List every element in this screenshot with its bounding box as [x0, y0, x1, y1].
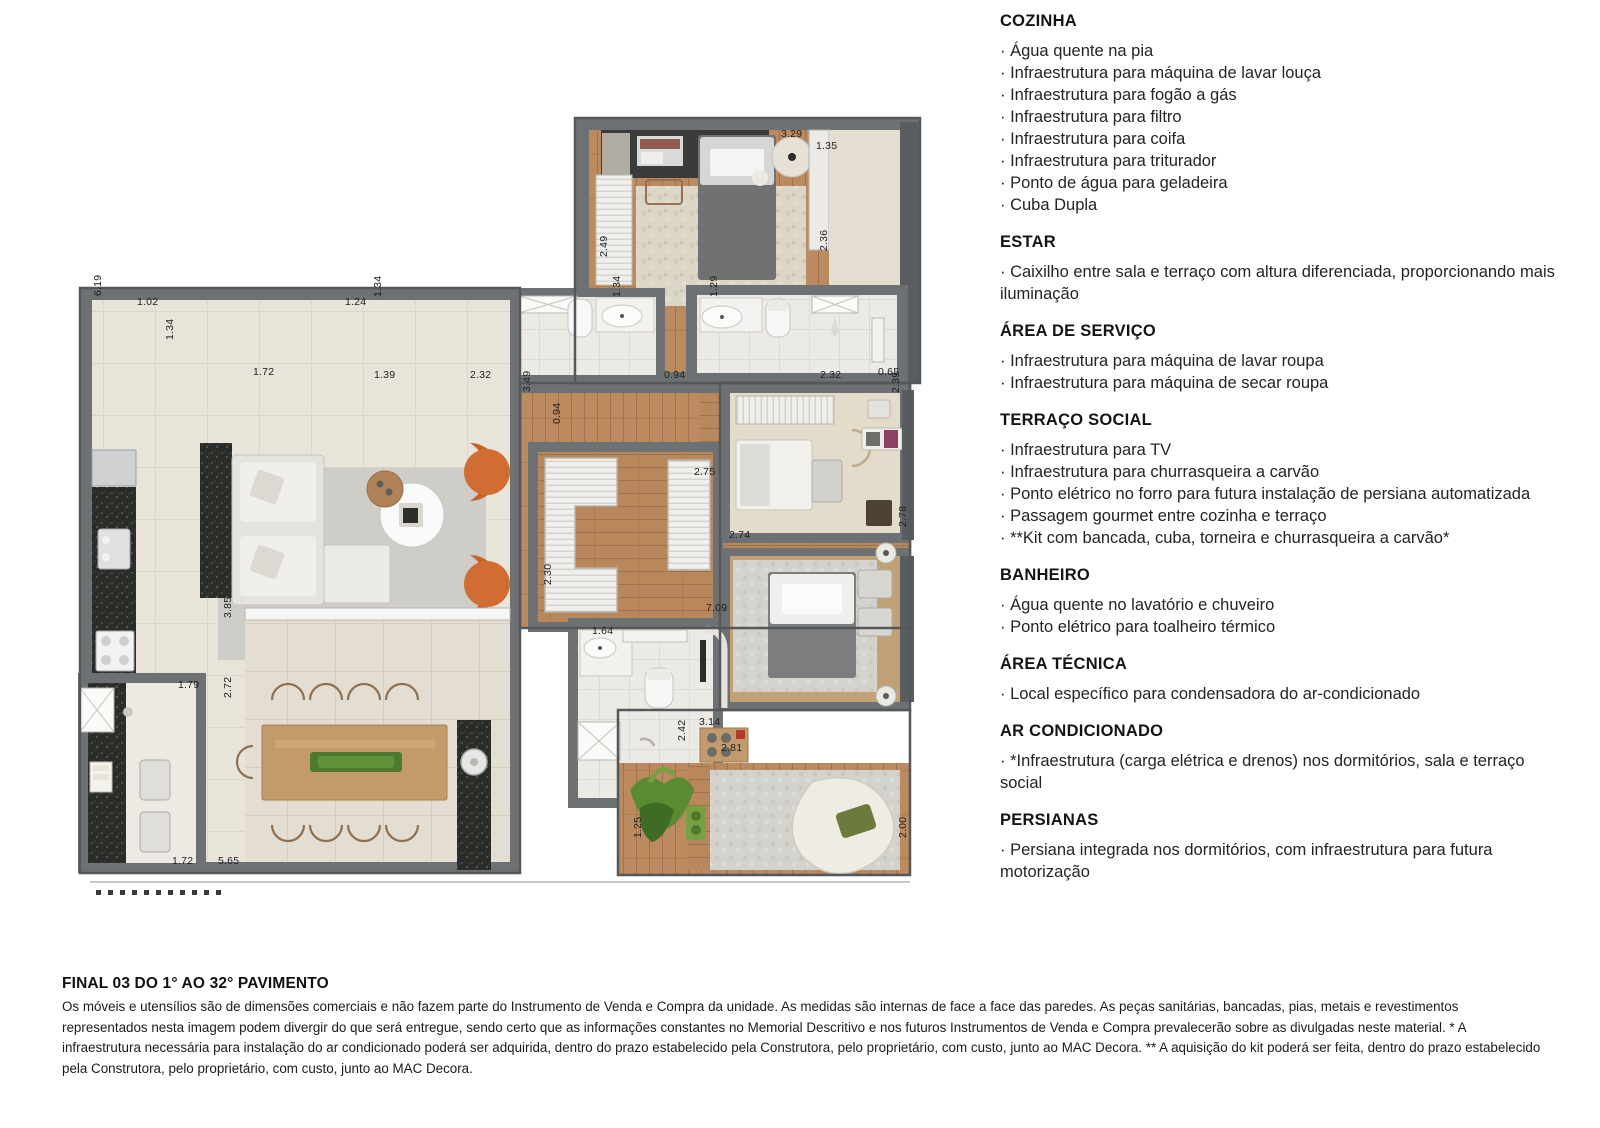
dimension-label: 1.02	[137, 296, 159, 308]
specifications-list	[1000, 12, 1560, 900]
spec-section-title: ÁREA DE SERVIÇO	[1000, 322, 1156, 341]
spec-item: · Passagem gourmet entre cozinha e terraço	[1000, 507, 1327, 526]
dimension-label: 0.94	[551, 402, 563, 424]
spec-section-title: BANHEIRO	[1000, 566, 1091, 585]
dotted-guide	[96, 890, 221, 895]
dimension-label: 3.14	[699, 716, 721, 728]
spec-item: · Ponto elétrico para toalheiro térmico	[1000, 618, 1276, 637]
dimension-label: 1.25	[632, 816, 644, 838]
spec-section	[1000, 12, 1560, 216]
dimension-label: 3.49	[521, 370, 533, 392]
spec-section-title: TERRAÇO SOCIAL	[1000, 411, 1152, 430]
spec-section	[1000, 566, 1560, 638]
spec-item: · Infraestrutura para triturador	[1000, 152, 1217, 171]
dimension-label: 1.79	[178, 679, 200, 691]
dimension-label: 2.49	[598, 235, 610, 257]
dimension-label: 2.32	[820, 369, 842, 381]
spec-item: · Local específico para condensadora do ar-condicionado	[1000, 685, 1421, 704]
spec-item: · Infraestrutura para máquina de lavar roupa	[1000, 352, 1324, 371]
spec-item: · Água quente na pia	[1000, 42, 1154, 60]
dimension-label: 1.34	[611, 275, 623, 297]
dimension-label: 1.35	[816, 140, 838, 152]
room-bedroom-right-upper	[720, 383, 914, 543]
room-bedroom-master	[720, 543, 914, 710]
spec-item: · Infraestrutura para máquina de lavar louça	[1000, 64, 1322, 83]
spec-item: · Caixilho entre sala e terraço com altura diferenciada, proporcionando mais iluminação	[1000, 263, 1555, 304]
dimension-label: 3.29	[781, 128, 803, 140]
dimension-label: 0.65	[878, 366, 900, 378]
spec-section	[1000, 811, 1560, 883]
spec-section-title: COZINHA	[1000, 12, 1077, 30]
dimension-label: 1.29	[708, 275, 720, 297]
legal-disclaimer: Os móveis e utensílios são de dimensões comerciais e não fazem parte do Instrumento de Venda e Compra da unidade. As medidas são internas de face a face das paredes. As peças sanitárias, bancadas, pias, metais e revestimentos representados nesta imagem podem divergir do que será entregue, sendo certo que as informações constantes no Memorial Descritivo e nos futuros Instrumentos de Venda e Compra prevalecerão sobre as divulgadas neste material. * A infraestrutura necessária para instalação do ar condicionado poderá ser adquirida, dentro do prazo estabelecido pela Construtora, pelo proprietário, com custo, junto ao MAC Decora. ** A aquisição do kit poderá ser feita, dentro do prazo estabelecido pela Construtora, pelo proprietário, com custo, junto ao MAC Decora.	[62, 999, 1541, 1076]
spec-item: · Infraestrutura para coifa	[1000, 130, 1186, 149]
dimension-label: 2.81	[721, 742, 743, 754]
dimension-label: 2.42	[676, 719, 688, 741]
spec-item: · Água quente no lavatório e chuveiro	[1000, 596, 1275, 615]
spec-item: · Infraestrutura para fogão a gás	[1000, 86, 1237, 105]
dimension-label: 2.72	[222, 676, 234, 698]
plan-title: FINAL 03 DO 1° AO 32° PAVIMENTO	[62, 975, 329, 992]
spec-item: · Cuba Dupla	[1000, 196, 1098, 215]
spec-section-title: AR CONDICIONADO	[1000, 722, 1164, 741]
dimension-label: 7.09	[706, 602, 728, 614]
spec-section	[1000, 722, 1560, 794]
dimension-label: 2.32	[470, 369, 492, 381]
spec-item: · Persiana integrada nos dormitórios, com infraestrutura para futura motorização	[1000, 841, 1493, 882]
spec-section-title: ESTAR	[1000, 233, 1056, 252]
spec-item: · Infraestrutura para filtro	[1000, 108, 1182, 127]
dimension-label: 2.39	[890, 371, 902, 393]
spec-item: · Ponto de água para geladeira	[1000, 174, 1228, 193]
spec-item: · **Kit com bancada, cuba, torneira e churrasqueira a carvão*	[1000, 529, 1450, 548]
dimension-label: 2.36	[818, 229, 830, 251]
dimension-label: 2.75	[694, 466, 716, 478]
dimension-label: 3.85	[222, 596, 234, 618]
dimension-label: 2.00	[897, 816, 909, 838]
room-bath-topright	[686, 285, 908, 383]
dimension-label: 5.65	[218, 855, 240, 867]
dimension-label: 2.74	[729, 529, 751, 541]
spec-section-title: PERSIANAS	[1000, 811, 1099, 830]
room-service-area	[78, 673, 206, 873]
caption	[62, 975, 1542, 1080]
spec-item: · *Infraestrutura (carga elétrica e drenos) nos dormitórios, sala e terraço social	[1000, 752, 1525, 793]
spec-section-title: ÁREA TÉCNICA	[1000, 655, 1128, 674]
spec-item: · Infraestrutura para TV	[1000, 441, 1172, 460]
dimension-label: 1.72	[253, 366, 275, 378]
spec-section	[1000, 655, 1560, 705]
dimension-label: 1.34	[164, 318, 176, 340]
spec-section	[1000, 233, 1560, 305]
spec-item: · Infraestrutura para churrasqueira a carvão	[1000, 463, 1320, 482]
spec-section	[1000, 411, 1560, 549]
spec-item: · Infraestrutura para máquina de secar roupa	[1000, 374, 1329, 393]
dimension-label: 6.19	[92, 274, 104, 296]
dimension-label: 2.30	[542, 563, 554, 585]
spec-section	[1000, 322, 1560, 394]
dimension-label: 1.64	[592, 625, 614, 637]
dimension-label: 2.78	[897, 505, 909, 527]
dimension-label: 0.94	[664, 369, 686, 381]
dimension-label: 1.24	[345, 296, 367, 308]
spec-item: · Ponto elétrico no forro para futura instalação de persiana automatizada	[1000, 485, 1531, 504]
dimension-label: 1.34	[372, 275, 384, 297]
dimension-label: 1.39	[374, 369, 396, 381]
dimension-label: 1.72	[172, 855, 194, 867]
